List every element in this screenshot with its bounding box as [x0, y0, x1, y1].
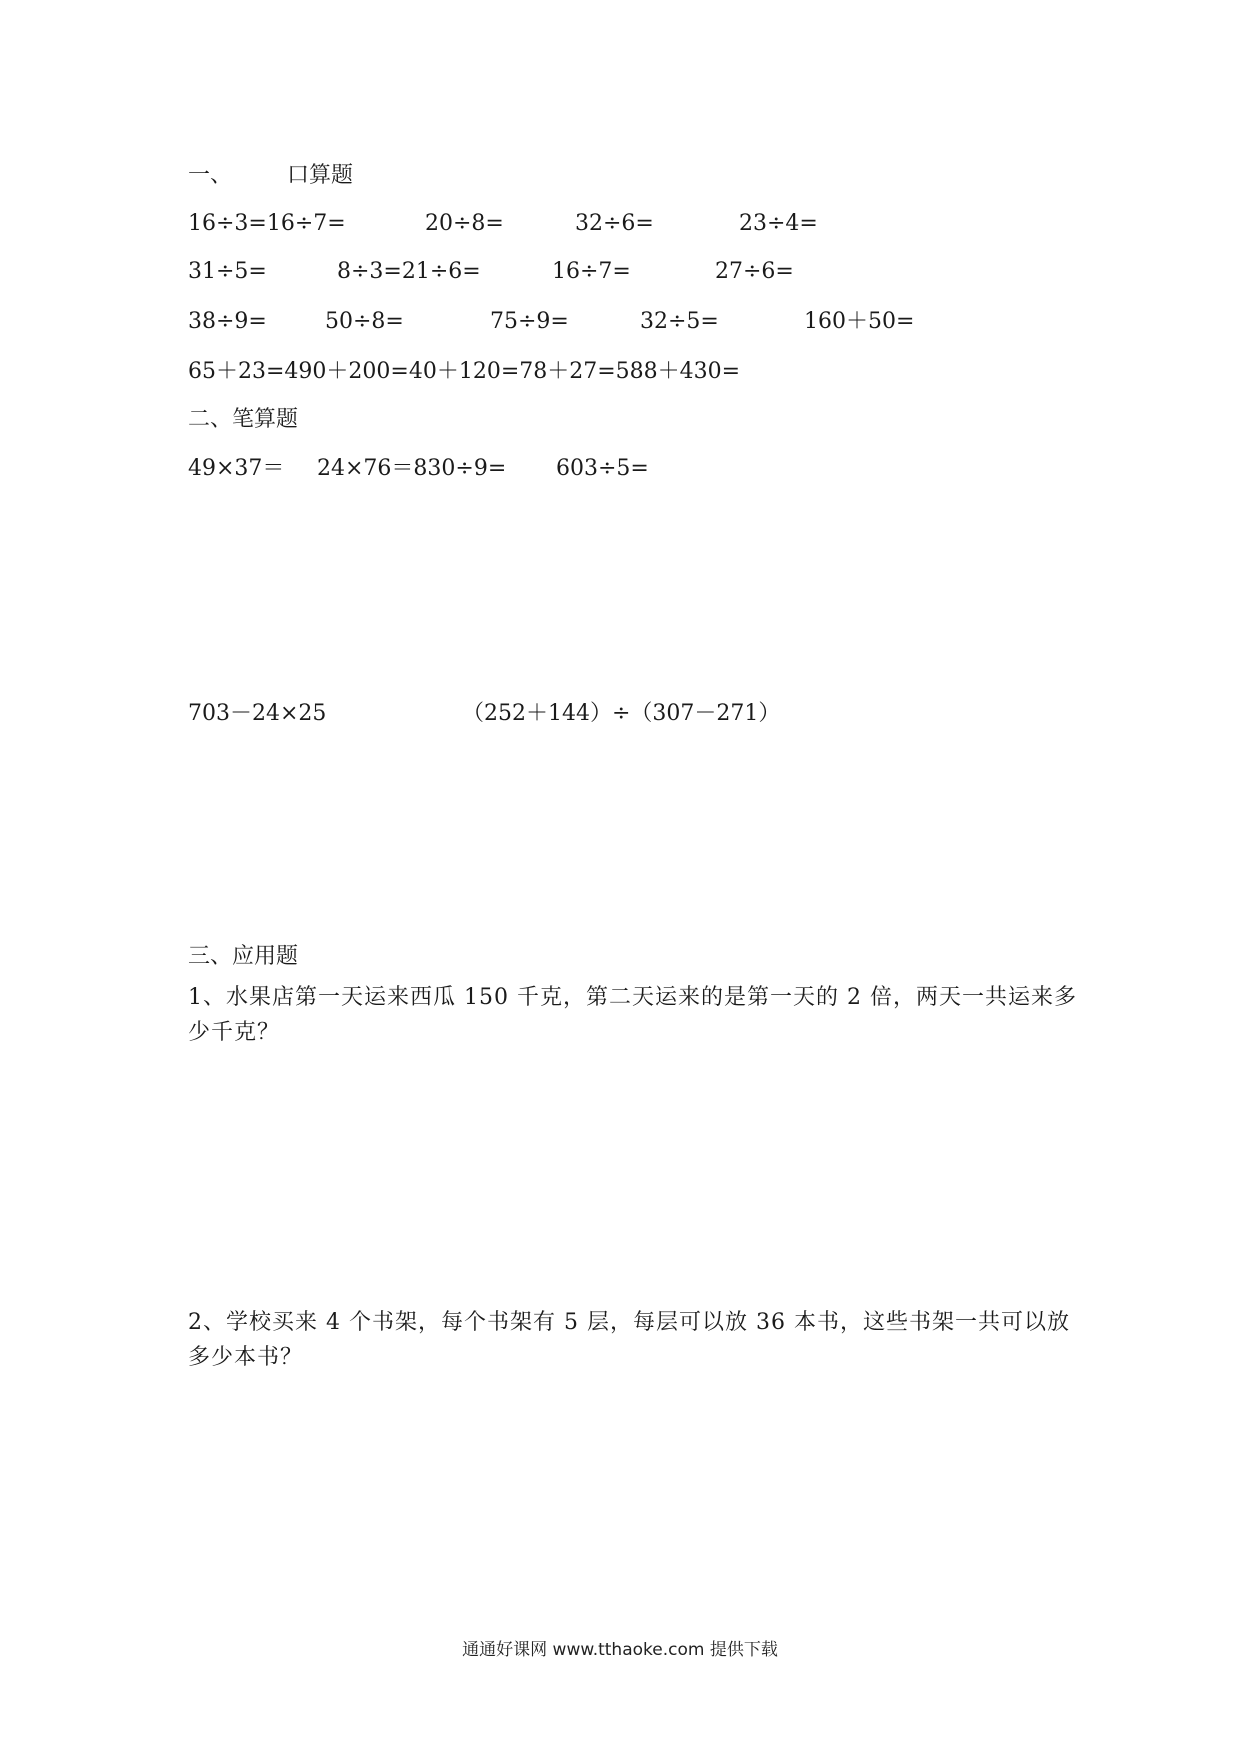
oral-problem: 31÷5=	[188, 259, 267, 284]
oral-row-2	[0, 258, 1240, 286]
section1-number: 一、	[188, 163, 233, 188]
oral-row-1	[0, 210, 1240, 238]
written-problem: 703－24×25	[188, 701, 327, 726]
written-problem: 49×37＝	[188, 456, 285, 481]
oral-problem: 65＋23=490＋200=40＋120=78＋27=588＋430=	[188, 359, 741, 384]
footer-source: 通通好课网 www.tthaoke.com 提供下载	[462, 1640, 778, 1660]
oral-problem: 16÷3=16÷7=	[188, 211, 346, 236]
written-row-1	[0, 455, 1240, 483]
oral-problem: 32÷6=	[575, 211, 654, 236]
written-problem: 24×76＝830÷9=	[317, 456, 507, 481]
oral-problem: 38÷9=	[188, 309, 267, 334]
oral-problem: 20÷8=	[425, 211, 504, 236]
written-row-2	[0, 700, 1240, 728]
oral-problem: 32÷5=	[640, 309, 719, 334]
oral-problem: 16÷7=	[552, 259, 631, 284]
section1-title: 口算题	[287, 163, 354, 188]
oral-problem: 8÷3=21÷6=	[337, 259, 481, 284]
section3-title: 三、应用题	[188, 944, 299, 969]
section1-heading	[188, 162, 353, 190]
word-problem-2: 2、学校买来 4 个书架，每个书架有 5 层，每层可以放 36 本书，这些书架一共可以放多少本书？	[188, 1310, 1070, 1370]
oral-problem: 27÷6=	[715, 259, 794, 284]
oral-problem: 23÷4=	[739, 211, 818, 236]
oral-row-4	[188, 358, 740, 386]
word-problem-1: 1、水果店第一天运来西瓜 150 千克，第二天运来的是第一天的 2 倍，两天一共运来多少千克？	[188, 985, 1077, 1045]
oral-row-3	[0, 308, 1240, 336]
oral-problem: 50÷8=	[325, 309, 404, 334]
written-problem: 603÷5=	[556, 456, 649, 481]
oral-problem: 75÷9=	[490, 309, 569, 334]
oral-problem: 160＋50=	[804, 309, 915, 334]
written-problem: （252＋144）÷（307－271）	[462, 701, 781, 726]
section2-title: 二、笔算题	[188, 407, 299, 432]
